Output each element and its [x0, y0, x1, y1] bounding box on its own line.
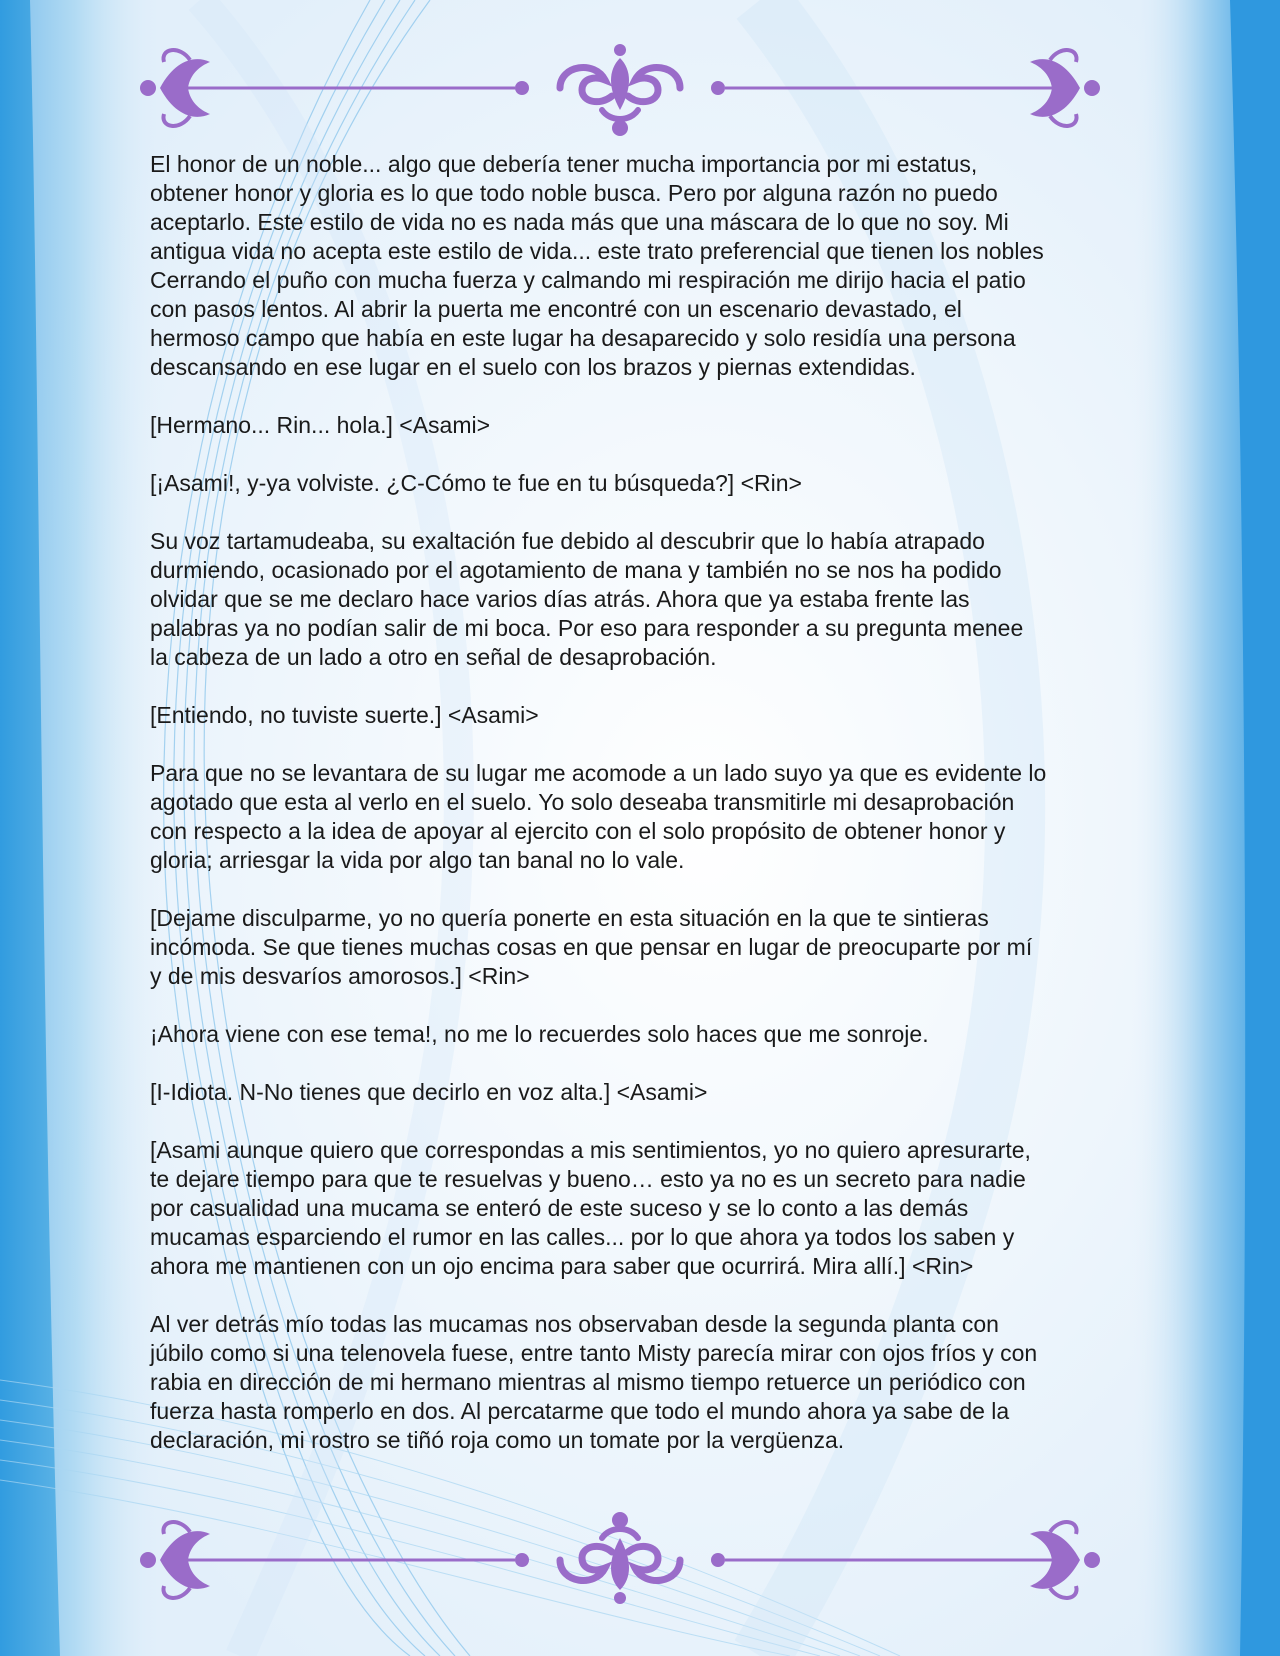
dialogue-line: [¡Asami!, y-ya volviste. ¿C-Cómo te fue en tu búsqueda?] <Rin> [150, 470, 802, 496]
paragraph: El honor de un noble... algo que debería tener mucha importancia por mi estatus, obtener honor y gloria es lo que todo noble busca. Pero por alguna razón no puedo aceptarlo. Este estilo de vida no es nada más que una máscara de lo que no soy. Mi antigua vida no acepta este estilo de vida... este trato preferencial que tienen los nobles Cerrando el puño con mucha fuerza y calmando mi respiración me dirijo hacia el patio con pasos lentos. Al abrir la puerta me encontré con un escenario devastado, el hermoso campo que había en este lugar ha desaparecido y solo residía una persona descansando en ese lugar en el suelo con los brazos y piernas extendidas. [150, 151, 1044, 380]
document-body [150, 150, 1140, 1484]
dialogue-line: [Entiendo, no tuviste suerte.] <Asami> [150, 702, 539, 728]
dialogue-line: [I-Idiota. N-No tienes que decirlo en voz alta.] <Asami> [150, 1079, 708, 1105]
paragraph: Para que no se levantara de su lugar me acomode a un lado suyo ya que es evidente lo agotado que esta al verlo en el suelo. Yo solo deseaba transmitirle mi desaprobación con respecto a la idea de apoyar al ejercito con el solo propósito de obtener honor y gloria; arriesgar la vida por algo tan banal no lo vale. [150, 760, 1047, 873]
flourish-divider-icon [130, 40, 1110, 140]
dialogue-line: [Asami aunque quiero que correspondas a mis sentimientos, yo no quiero apresurarte, te dejare tiempo para que te resuelvas y bueno… esto ya no es un secreto para nadie por casualidad una mucama se enteró de este suceso y se lo conto a las demás mucamas esparciendo el rumor en las calles... por lo que ahora ya todos los saben y ahora me mantienen con un ojo encima para saber que ocurrirá. Mira allí.] <Rin> [150, 1137, 1031, 1279]
dialogue-line: [Hermano... Rin... hola.] <Asami> [150, 412, 491, 438]
paragraph: Al ver detrás mío todas las mucamas nos observaban desde la segunda planta con júbilo como si una telenovela fuese, entre tanto Misty parecía mirar con ojos fríos y con rabia en dirección de mi hermano mientras al mismo tiempo retuerce un periódico con fuerza hasta romperlo en dos. Al percatarme que todo el mundo ahora ya sabe de la declaración, mi rostro se tiñó roja como un tomate por la vergüenza. [150, 1311, 1038, 1453]
flourish-divider-icon [130, 1508, 1110, 1608]
paragraph: Su voz tartamudeaba, su exaltación fue debido al descubrir que lo había atrapado durmiendo, ocasionado por el agotamiento de mana y también no se nos ha podido olvidar que se me declaro hace varios días atrás. Ahora que ya estaba frente las palabras ya no podían salir de mi boca. Por eso para responder a su pregunta menee la cabeza de un lado a otro en señal de desaprobación. [150, 528, 1024, 670]
dialogue-line: [Dejame disculparme, yo no quería ponerte en esta situación en la que te sintieras incómoda. Se que tienes muchas cosas en que pensar en lugar de preocuparte por mí y de mis desvaríos amorosos.] <Rin> [150, 905, 1033, 989]
paragraph: ¡Ahora viene con ese tema!, no me lo recuerdes solo haces que me sonroje. [150, 1021, 929, 1047]
